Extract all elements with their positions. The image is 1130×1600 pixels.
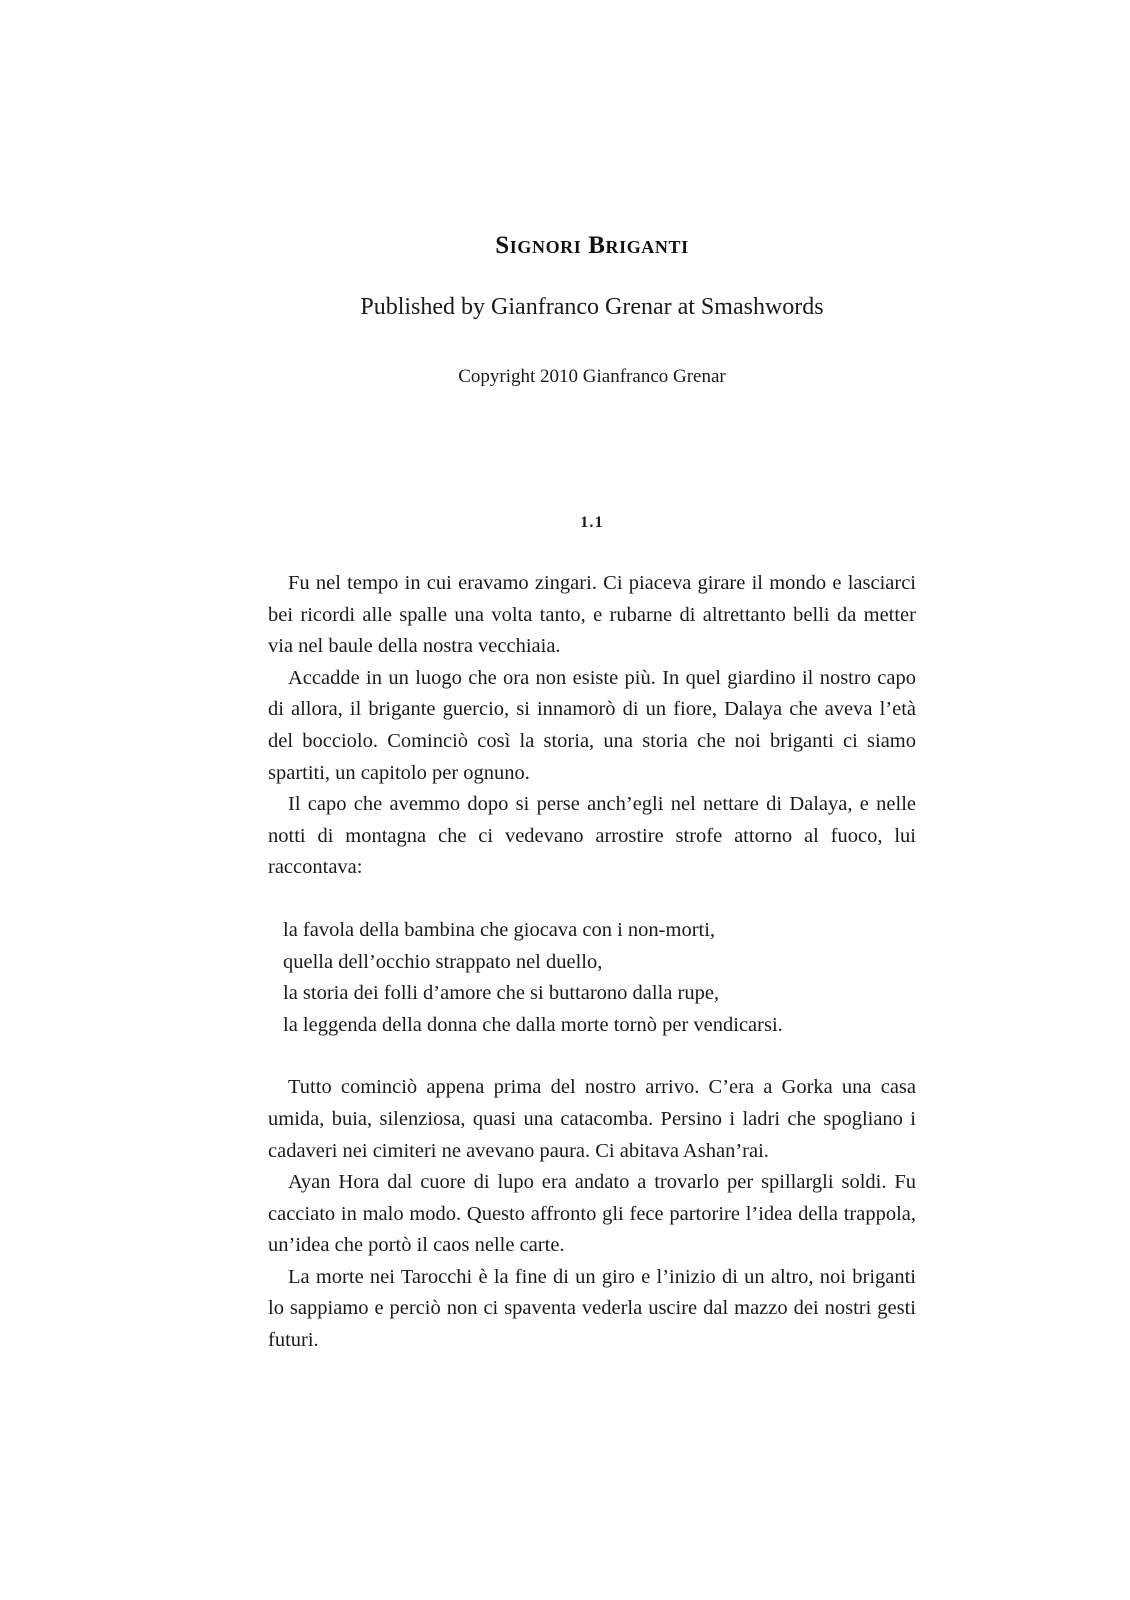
body-text [268, 568, 916, 1357]
publisher-line: Published by Gianfranco Grenar at Smashwords [360, 294, 824, 320]
verse-line: la storia dei folli d’amore che si buttarono dalla rupe, [283, 982, 720, 1005]
copyright-line: Copyright 2010 Gianfranco Grenar [458, 366, 726, 387]
paragraph: Fu nel tempo in cui eravamo zingari. Ci piaceva girare il mondo e lasciarci bei ricordi alle spalle una volta tanto, e rubarne di altrettanto belli da metter via nel baule della nostra vecchiaia. [268, 572, 916, 658]
verse-line: quella dell’occhio strappato nel duello, [283, 950, 603, 973]
verse-block [268, 915, 916, 1041]
paragraph: Tutto cominciò appena prima del nostro arrivo. C’era a Gorka una casa umida, buia, silenziosa, quasi una catacomba. Persino i ladri che spogliano i cadaveri nei cimiteri ne avevano paura. Ci abitava Ashan’rai. [268, 1076, 916, 1162]
paragraph: Ayan Hora dal cuore di lupo era andato a trovarlo per spillargli soldi. Fu cacciato in malo modo. Questo affronto gli fece partorire l’idea della trappola, un’idea che portò il caos nelle carte. [268, 1171, 916, 1257]
verse-line: la favola della bambina che giocava con i non-morti, [283, 918, 716, 941]
paragraph: Accadde in un luogo che ora non esiste più. In quel giardino il nostro capo di allora, il brigante guercio, si innamorò di un fiore, Dalaya che aveva l’età del bocciolo. Cominciò così la storia, una storia che noi briganti ci siamo spartiti, un capitolo per ognuno. [268, 666, 916, 784]
paragraph: Il capo che avemmo dopo si perse anch’egli nel nettare di Dalaya, e nelle notti di montagna che ci vedevano arrostire strofe attorno al fuoco, lui raccontava: [268, 793, 916, 879]
page-title: Signori Briganti [495, 232, 689, 259]
paragraph: La morte nei Tarocchi è la fine di un giro e l’inizio di un altro, noi briganti lo sappiamo e perciò non ci spaventa vederla uscire dal mazzo dei nostri gesti futuri. [268, 1265, 916, 1352]
section-marker: 1.1 [580, 514, 604, 531]
verse-line: la leggenda della donna che dalla morte tornò per vendicarsi. [283, 1013, 783, 1036]
